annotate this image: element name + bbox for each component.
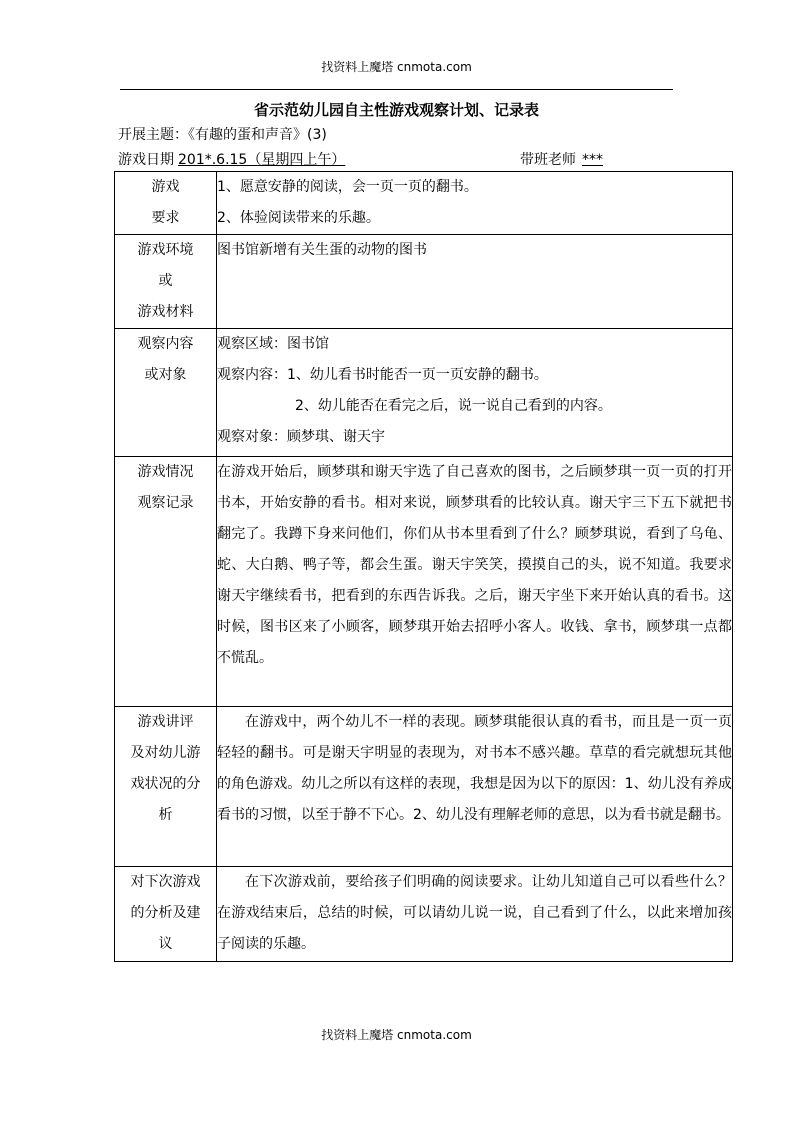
- table-row-next: [115, 867, 733, 962]
- theme-value: 《有趣的蛋和声音》(3): [188, 127, 327, 143]
- header-divider: [120, 89, 673, 90]
- goal-item: 1、愿意安静的阅读，会一页一页的翻书。: [217, 179, 478, 195]
- row-label-line: 游戏材料: [137, 304, 194, 320]
- table-row-analysis: [115, 707, 733, 867]
- row-label-line: 戏状况的分: [130, 776, 201, 792]
- analysis-content-cell: [217, 707, 733, 867]
- date-value: 201*.6.15（星期四上午）: [178, 152, 346, 168]
- table-row-observation: [115, 329, 733, 457]
- date-label: 游戏日期: [118, 152, 174, 168]
- date-line: [118, 149, 738, 169]
- record-label-cell: [115, 457, 217, 707]
- observation-content-2: 2、幼儿能否在看完之后，说一说自己看到的内容。: [295, 398, 612, 414]
- goal-item: 2、体验阅读带来的乐趣。: [217, 210, 380, 226]
- row-label-line: 对下次游戏: [130, 874, 201, 890]
- analysis-text: 在游戏中，两个幼儿不一样的表现。顾梦琪能很认真的看书，而且是一页一页轻轻的翻书。可是谢天宇明显的表现为，对书本不感兴趣。草草的看完就想玩其他的角色游戏。幼儿之所以有这样的表现，我想是因为以下的原因：1、幼儿没有养成看书的习惯，以至于静不下心。2、幼儿没有理解老师的意思，以为看书就是翻书。: [217, 714, 732, 823]
- environment-label-cell: [115, 235, 217, 329]
- row-label-line: 游戏: [151, 179, 180, 195]
- observation-area: 观察区域：图书馆: [217, 336, 329, 352]
- observation-label-cell: [115, 329, 217, 457]
- observation-content-cell: [217, 329, 733, 457]
- teacher-value: ***: [582, 152, 603, 168]
- row-label-line: 的分析及建: [130, 905, 201, 921]
- theme-line: [118, 124, 327, 144]
- row-label-line: 观察记录: [137, 495, 194, 511]
- goals-content-cell: [217, 172, 733, 235]
- row-label-line: 议: [158, 936, 173, 952]
- environment-text: 图书馆新增有关生蛋的动物的图书: [217, 242, 427, 258]
- next-text: 在下次游戏前，要给孩子们明确的阅读要求。让幼儿知道自己可以看些什么？在游戏结束后，总结的时候，可以请幼儿说一说，自己看到了什么，以此来增加孩子阅读的乐趣。: [217, 874, 732, 952]
- observation-content-1: 观察内容：1、幼儿看书时能否一页一页安静的翻书。: [217, 367, 548, 383]
- header-watermark: 找资料上魔塔 cnmota.com: [321, 60, 472, 74]
- row-label-line: 或对象: [144, 367, 187, 383]
- observation-table: [114, 171, 733, 962]
- row-label-line: 要求: [151, 210, 180, 226]
- record-text: 在游戏开始后，顾梦琪和谢天宇选了自己喜欢的图书，之后顾梦琪一页一页的打开书本，开始安静的看书。相对来说，顾梦琪看的比较认真。谢天宇三下五下就把书翻完了。我蹲下身来问他们，你们从书本里看到了什么？顾梦琪说，看到了乌龟、蛇、大白鹅、鸭子等，都会生蛋。谢天宇笑笑，摸摸自己的头，说不知道。我要求谢天宇继续看书，把看到的东西告诉我。之后，谢天宇坐下来开始认真的看书。这时候，图书区来了小顾客，顾梦琪开始去招呼小客人。收钱、拿书，顾梦琪一点都不慌乱。: [217, 464, 732, 666]
- document-title: 省示范幼儿园自主性游戏观察计划、记录表: [253, 101, 539, 119]
- analysis-label-cell: [115, 707, 217, 867]
- observation-objects: 观察对象：顾梦琪、谢天宇: [217, 429, 385, 445]
- footer-watermark: 找资料上魔塔 cnmota.com: [321, 1028, 472, 1042]
- table-row-environment: [115, 235, 733, 329]
- teacher-field: [520, 149, 603, 169]
- table-row-record: [115, 457, 733, 707]
- table-row-goals: [115, 172, 733, 235]
- environment-content-cell: [217, 235, 733, 329]
- row-label-line: 游戏讲评: [137, 714, 194, 730]
- goals-label-cell: [115, 172, 217, 235]
- next-label-cell: [115, 867, 217, 962]
- row-label-line: 观察内容: [137, 336, 194, 352]
- row-label-line: 游戏环境: [137, 242, 194, 258]
- record-content-cell: [217, 457, 733, 707]
- teacher-label: 带班老师: [520, 152, 576, 168]
- row-label-line: 游戏情况: [137, 464, 194, 480]
- row-label-line: 或: [158, 273, 173, 289]
- row-label-line: 析: [158, 807, 173, 823]
- next-content-cell: [217, 867, 733, 962]
- row-label-line: 及对幼儿游: [130, 745, 201, 761]
- theme-label: 开展主题：: [118, 127, 188, 143]
